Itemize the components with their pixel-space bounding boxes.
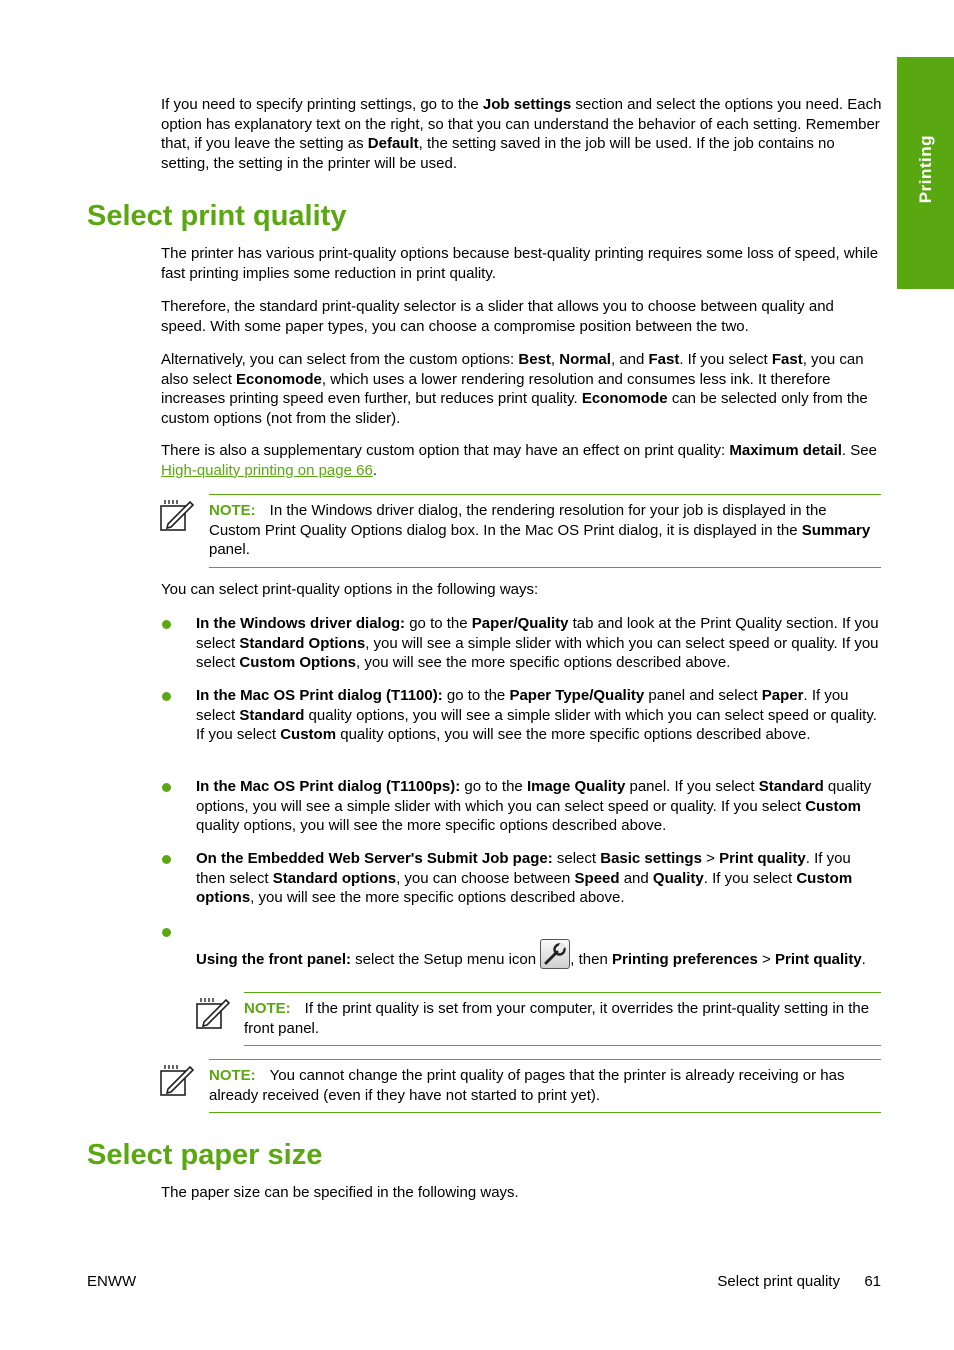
bold-term: In the Mac OS Print dialog (T1100):: [196, 687, 443, 704]
paragraph-maximum-detail[interactable]: [161, 441, 882, 480]
note-label: NOTE:: [209, 1067, 256, 1084]
text-run: , you will see a simple slider with which you can select speed or quality. If you select: [196, 634, 879, 671]
text-run: The paper size can be specified in the following ways.: [161, 1184, 519, 1201]
text-run: , the setting saved in the job will be used. If the job contains no setting, the setting in the printer will be used.: [161, 135, 835, 172]
text-run: , you will see the more specific options described above.: [356, 654, 731, 671]
bold-term: Standard: [758, 778, 824, 795]
bold-term: Economode: [581, 390, 668, 407]
bullet-marker: [162, 855, 171, 864]
note-box-front-panel-override: [244, 992, 881, 1046]
text-run: section and select the options you need. Each option has explanatory text on the right, so that you can understand the behavior of each setting. Remember that, if you leave the setting as: [161, 96, 882, 152]
text-run: tab and look at the Print Quality section. If you select: [196, 615, 879, 652]
bold-term: Print quality: [719, 850, 806, 867]
text-run: go to the: [460, 778, 527, 795]
note-box-cannot-change: [209, 1059, 881, 1113]
intro-paragraph: [161, 95, 882, 173]
text-run: .: [372, 461, 377, 479]
bold-term: Job settings: [482, 96, 572, 113]
text-run: If you need to specify printing settings, go to the: [161, 96, 483, 113]
bold-term: Basic settings: [600, 850, 702, 867]
bullet-embedded-web-server: [196, 849, 882, 908]
text-run: quality options, you will see the more specific options described above.: [336, 726, 811, 743]
text-run: . See: [841, 442, 877, 459]
bold-term: In the Windows driver dialog:: [196, 615, 406, 632]
note-pencil-icon: [160, 498, 194, 532]
note-label: NOTE:: [209, 502, 256, 519]
setup-wrench-icon: [540, 939, 570, 969]
side-chapter-tab: [897, 57, 954, 289]
text-run: quality options, you will see a simple slider with which you can select speed or quality. If you select: [196, 778, 872, 815]
bold-term: Standard Options: [239, 634, 366, 652]
front-panel-text-post: [570, 951, 866, 968]
note-pencil-icon: [160, 1063, 194, 1097]
text-run: You cannot change the print quality of pages that the printer is already receiving or has already received (even if they have not started to print yet).: [209, 1067, 845, 1104]
bold-term: Printing preferences: [611, 951, 758, 968]
text-run: . If you select: [679, 351, 772, 368]
note-box-rendering-resolution: [209, 494, 881, 568]
bold-term: Default: [367, 135, 419, 152]
text-run: >: [757, 951, 775, 968]
text-run: . If you select: [196, 687, 849, 724]
text-run: panel and select: [644, 687, 762, 704]
heading-select-print-quality: Select print quality: [87, 200, 347, 232]
paragraph-custom-options: [161, 350, 882, 428]
text-run: panel.: [209, 541, 250, 558]
bullet-marker: [162, 928, 171, 937]
bullet-marker: [162, 692, 171, 701]
footer-right: [717, 1272, 881, 1292]
bullet-mac-t1100: [196, 686, 882, 745]
note-body: [209, 502, 870, 558]
text-run: , and: [610, 351, 649, 368]
page-number: 61: [864, 1273, 881, 1290]
text-run: quality options, you will see a simple slider with which you can select speed or quality. If you select: [196, 706, 877, 743]
bold-term: Paper/Quality: [471, 615, 569, 632]
bullet-mac-t1100ps: [196, 777, 882, 836]
paragraph-ways: [161, 580, 882, 600]
text-run: select the Setup menu icon: [351, 951, 541, 968]
bold-term: On the Embedded Web Server's Submit Job page:: [196, 850, 553, 867]
bold-term: Paper: [761, 687, 804, 704]
front-panel-text-pre: [196, 951, 540, 968]
bold-term: Image Quality: [526, 778, 626, 795]
bold-term: Economode: [236, 370, 322, 388]
side-tab-label: Printing: [915, 135, 935, 204]
text-run: In the Windows driver dialog, the rendering resolution for your job is displayed in the Custom Print Quality Options dialog box. In the Mac OS Print dialog, it is displayed in the: [209, 502, 827, 539]
text-run: , you can also select: [161, 351, 864, 388]
bold-term: Custom options: [196, 869, 853, 906]
note-pencil-icon: [196, 996, 230, 1030]
bold-term: Paper Type/Quality: [509, 687, 645, 704]
bullet-marker: [162, 783, 171, 792]
bold-term: Summary: [801, 521, 871, 539]
text-run: select: [552, 850, 601, 867]
bold-term: Custom: [280, 726, 337, 743]
bold-term: Fast: [648, 351, 680, 368]
bold-term: Normal: [559, 351, 611, 368]
text-run: .: [861, 951, 866, 968]
bullet-front-panel: [196, 939, 882, 970]
footer-left: ENWW: [87, 1273, 137, 1290]
text-run: Therefore, the standard print-quality selector is a slider that allows you to choose between quality and speed. With some paper types, you can choose a compromise position between the two.: [161, 298, 834, 335]
bold-term: Maximum detail: [729, 442, 842, 459]
text-run: go to the: [405, 615, 472, 632]
heading-select-paper-size: Select paper size: [87, 1139, 323, 1171]
text-run: and: [619, 869, 653, 887]
paragraph-paper-size: [161, 1183, 882, 1203]
bold-term: Quality: [652, 869, 704, 887]
cross-reference-link[interactable]: High-quality printing on page 66: [161, 461, 373, 479]
bold-term: Speed: [574, 869, 620, 887]
text-run: ,: [550, 351, 560, 368]
paragraph-quality-options: [161, 244, 882, 283]
note-label: NOTE:: [244, 1000, 291, 1017]
bold-term: Fast: [771, 351, 803, 368]
text-run: , then: [570, 951, 612, 968]
bold-term: Print quality: [774, 951, 862, 968]
bullet-marker: [162, 620, 171, 629]
bold-term: Custom Options: [239, 654, 357, 671]
text-run: , you can choose between: [396, 869, 575, 887]
text-run: can be selected only from the custom options (not from the slider).: [161, 390, 868, 427]
bold-term: Custom: [805, 797, 862, 815]
paragraph-slider: [161, 297, 882, 336]
bold-term: Standard: [239, 706, 305, 724]
text-run: There is also a supplementary custom option that may have an effect on print quality:: [161, 442, 730, 459]
text-run: go to the: [442, 687, 510, 704]
note-body: [244, 1000, 869, 1037]
text-run: >: [701, 850, 720, 867]
bullet-windows-driver: [196, 614, 882, 673]
text-run: quality options, you will see the more specific options described above.: [196, 817, 667, 834]
bold-term: In the Mac OS Print dialog (T1100ps):: [196, 778, 461, 795]
bold-term: Best: [518, 351, 551, 368]
text-run: The printer has various print-quality options because best-quality printing requires some loss of speed, while fast printing implies some reduction in print quality.: [161, 245, 879, 282]
text-run: Alternatively, you can select from the custom options:: [161, 351, 519, 368]
note-body: [209, 1067, 844, 1104]
text-run: panel. If you select: [625, 778, 759, 795]
text-run: . If you select: [703, 869, 797, 887]
text-run: , you will see the more specific options described above.: [250, 889, 625, 906]
text-run: . If you then select: [196, 850, 851, 887]
bold-term: Using the front panel:: [196, 951, 351, 968]
text-run: If the print quality is set from your computer, it overrides the print-quality setting in the front panel.: [244, 1000, 870, 1037]
bold-term: Standard options: [272, 869, 397, 887]
text-run: You can select print-quality options in the following ways:: [161, 581, 539, 598]
footer-title: Select print quality: [717, 1273, 840, 1290]
text-run: , which uses a lower rendering resolution and consumes less ink. It therefore increases printing speed even further, but reduces print quality.: [161, 370, 831, 407]
